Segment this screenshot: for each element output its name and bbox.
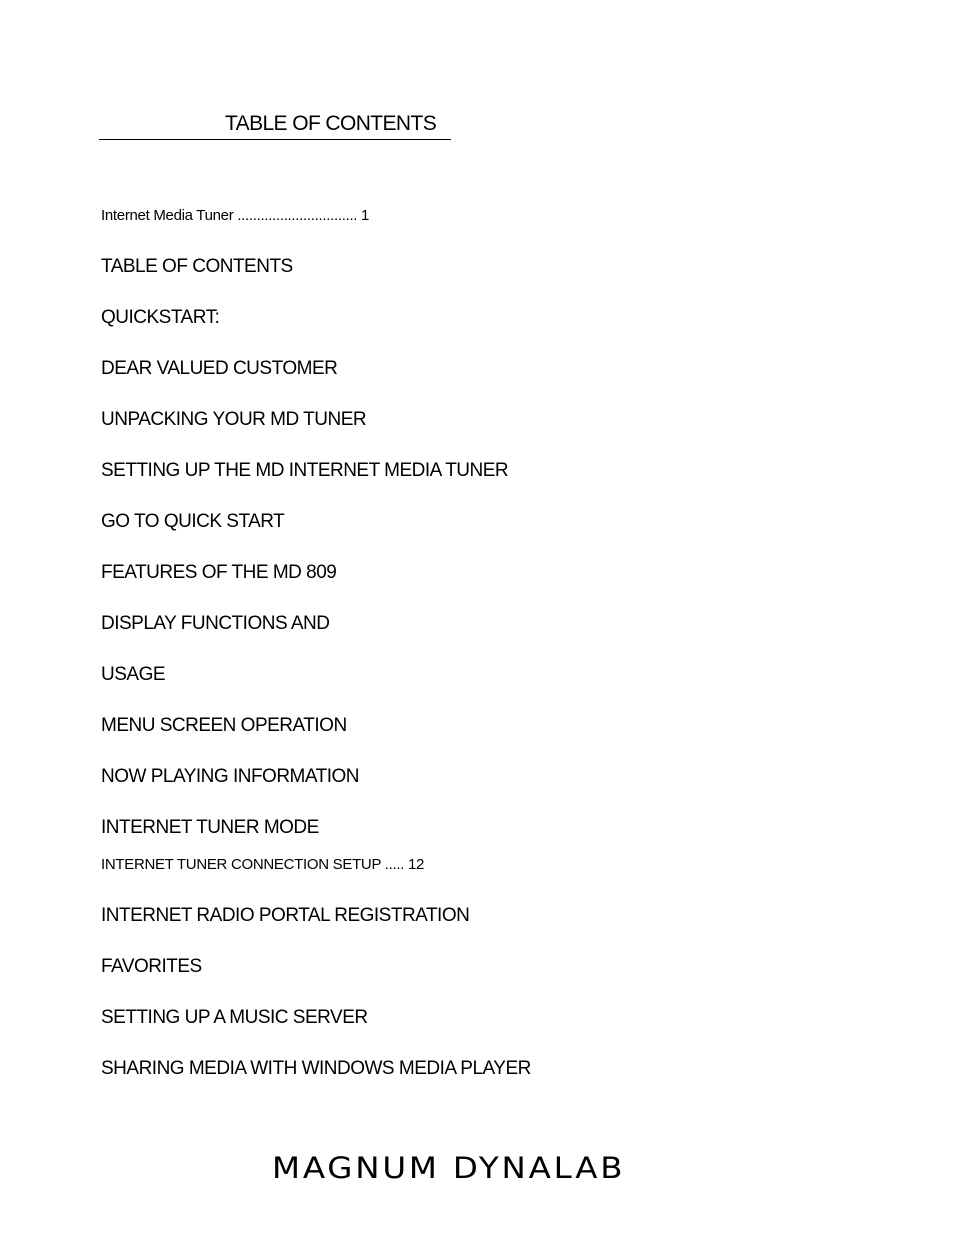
toc-entry[interactable]: SHARING MEDIA WITH WINDOWS MEDIA PLAYER	[101, 1058, 531, 1079]
toc-heading	[99, 112, 451, 140]
toc-entry[interactable]: INTERNET TUNER MODE	[101, 817, 319, 838]
toc-entry[interactable]: FAVORITES	[101, 956, 202, 977]
toc-entry[interactable]: QUICKSTART:	[101, 307, 220, 328]
toc-entry[interactable]: TABLE OF CONTENTS	[101, 256, 293, 277]
brand-logo: MAGNUM DYNALAB	[272, 1151, 626, 1185]
toc-entry[interactable]: UNPACKING YOUR MD TUNER	[101, 409, 367, 430]
toc-entry[interactable]: FEATURES OF THE MD 809	[101, 562, 337, 583]
toc-entry[interactable]: INTERNET TUNER CONNECTION SETUP ..... 12	[101, 856, 425, 873]
toc-entry[interactable]: SETTING UP THE MD INTERNET MEDIA TUNER	[101, 460, 509, 481]
toc-heading-text: TABLE OF CONTENTS	[225, 112, 437, 135]
toc-entry[interactable]: Internet Media Tuner ............................... 1	[101, 207, 370, 224]
toc-entry[interactable]: DEAR VALUED CUSTOMER	[101, 358, 338, 379]
toc-entry[interactable]: GO TO QUICK START	[101, 511, 285, 532]
toc-entry[interactable]: DISPLAY FUNCTIONS AND	[101, 613, 330, 634]
toc-entry[interactable]: SETTING UP A MUSIC SERVER	[101, 1007, 368, 1028]
toc-entry[interactable]: NOW PLAYING INFORMATION	[101, 766, 360, 787]
toc-entry[interactable]: INTERNET RADIO PORTAL REGISTRATION	[101, 905, 470, 926]
toc-entry[interactable]: USAGE	[101, 664, 166, 685]
toc-entry[interactable]: MENU SCREEN OPERATION	[101, 715, 347, 736]
